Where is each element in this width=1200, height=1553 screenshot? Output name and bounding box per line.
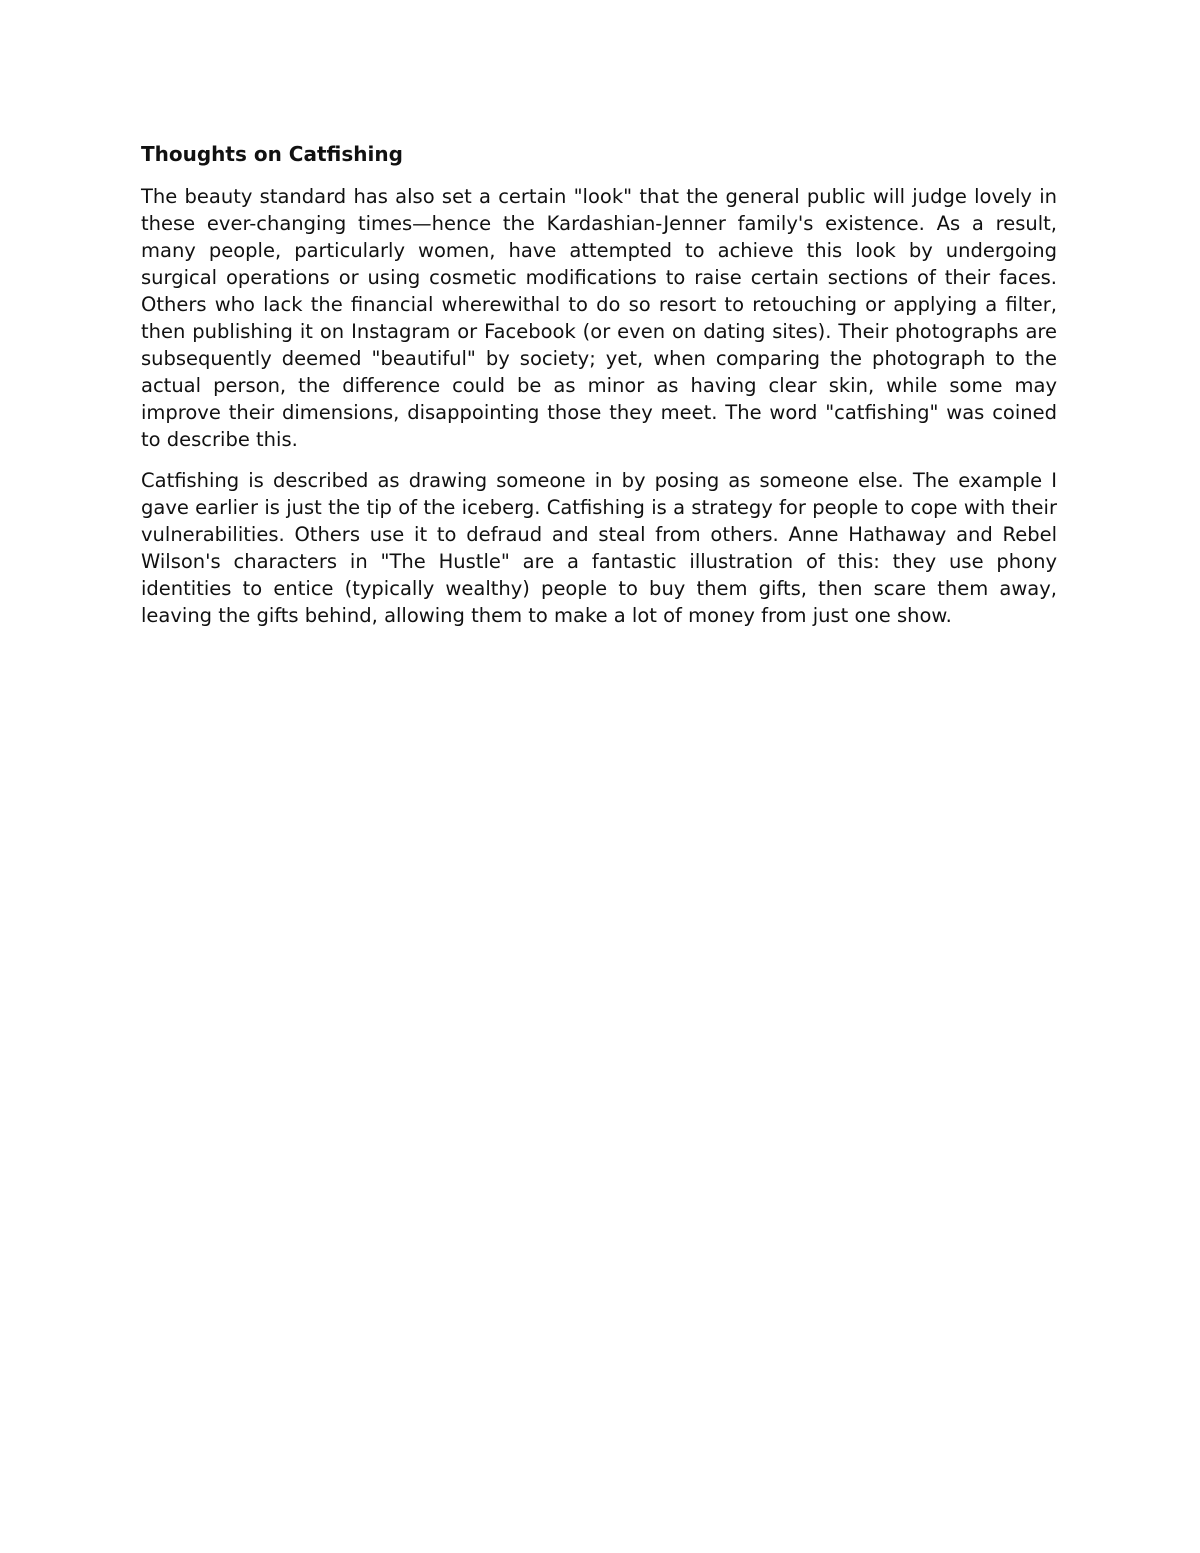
paragraph: The beauty standard has also set a certain "look" that the general public will judge lovely in these ever-changing times—hence the Kardashian-Jenner family's existence. As a result, many people, particularly women, have attempted to achieve this look by undergoing surgical operations or using cosmetic modifications to raise certain sections of their faces. Others who lack the financial wherewithal to do so resort to retouching or applying a filter, then publishing it on Instagram or Facebook (or even on dating sites). Their photographs are subsequently deemed "beautiful" by society; yet, when comparing the photograph to the actual person, the difference could be as minor as having clear skin, while some may improve their dimensions, disappointing those they meet. The word "catfishing" was coined to describe this. [141,185,1057,451]
document-body [141,140,1057,643]
paragraph: Catfishing is described as drawing someone in by posing as someone else. The example I gave earlier is just the tip of the iceberg. Catfishing is a strategy for people to cope with their vulnerabilities. Others use it to defraud and steal from others. Anne Hathaway and Rebel Wilson's characters in "The Hustle" are a fantastic illustration of this: they use phony identities to entice (typically wealthy) people to buy them gifts, then scare them away, leaving the gifts behind, allowing them to make a lot of money from just one show. [141,469,1057,627]
document-title: Thoughts on Catfishing [141,142,403,166]
